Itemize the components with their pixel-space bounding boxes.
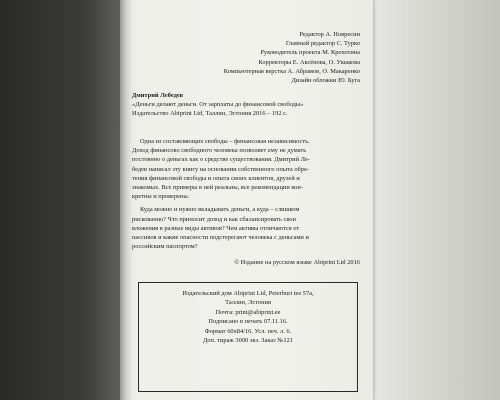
credit-cover-design: Дизайн обложки Ю. Буга xyxy=(291,77,360,85)
book-publisher-line: Издательство Abiprint Ltd, Таллин, Эстония 2016 – 192 с. xyxy=(132,110,288,118)
intro-line: рискованно? Что приносит доход и как сбалансировать свои xyxy=(132,215,296,223)
imprint-print-run: Доп. тираж 3000 экз. Заказ №121 xyxy=(203,337,293,345)
intro-text xyxy=(132,133,364,255)
book-title: «Деньги делают деньги. От зарплаты до финансовой свободы» xyxy=(132,101,304,109)
imprint-box xyxy=(138,282,358,392)
imprint-format: Формат 60х84/16. Усл. печ. л. 6. xyxy=(204,327,292,335)
intro-line: кретны и проверены. xyxy=(132,193,190,201)
imprint-email: Почта: print@abiprint.ee xyxy=(215,308,281,316)
desk-background xyxy=(372,0,500,400)
intro-line: российским паспортом? xyxy=(132,243,198,251)
credit-layout: Компьютерная верстка А. Абрамов, О. Макаренко xyxy=(223,67,360,75)
imprint-city: Таллин, Эстония xyxy=(225,299,271,307)
imprint-publisher: Издательский дом Abiprint Ltd, Peterburi tee 57a, xyxy=(182,290,314,297)
intro-line: Доход финансово свободного человека позволяет ему не думать xyxy=(132,147,307,155)
book-info xyxy=(132,91,364,119)
book-page xyxy=(120,0,373,400)
book-author: Дмитрий Лебедев xyxy=(132,92,184,99)
intro-line: тения финансовой свободы и опыта своих клиентов, друзей и xyxy=(132,174,300,182)
intro-line: вложения в разные виды активов? Чем активы отличаются от xyxy=(132,224,300,232)
intro-line: постоянно о деньгах как о средстве существования. Дмитрий Ле- xyxy=(132,156,310,164)
intro-line: Одна из составляющих свободы – финансовая независимость. xyxy=(140,138,310,145)
page-shadow xyxy=(120,0,132,400)
credit-editor: Редактор А. Новресин xyxy=(299,31,360,38)
book-gutter xyxy=(0,0,120,400)
copyright-line: © Издание на русском языке Abiprint Ltd 2016 xyxy=(234,259,360,266)
intro-line: пассивов и какие опасности подстерегают человека с деньгами и xyxy=(132,234,309,242)
credit-proofreaders: Корректоры Е. Аксёнова, О. Ушакова xyxy=(258,58,360,66)
intro-line: бедев написал эту книгу на основании собственного опыта обре- xyxy=(132,165,309,173)
imprint-signed-date: Подписано в печать 07.11.16. xyxy=(208,318,288,326)
credits-block xyxy=(160,30,360,85)
intro-line: знакомых. Все примеры в ней реальны, все рекомендации кон- xyxy=(132,184,303,192)
intro-line: Куда можно и нужно вкладывать деньги, а куда – слишком xyxy=(140,206,300,214)
credit-chief-editor: Главный редактор С. Турко xyxy=(285,40,360,48)
credit-project-lead: Руководитель проекта М. Крохотина xyxy=(260,49,360,57)
